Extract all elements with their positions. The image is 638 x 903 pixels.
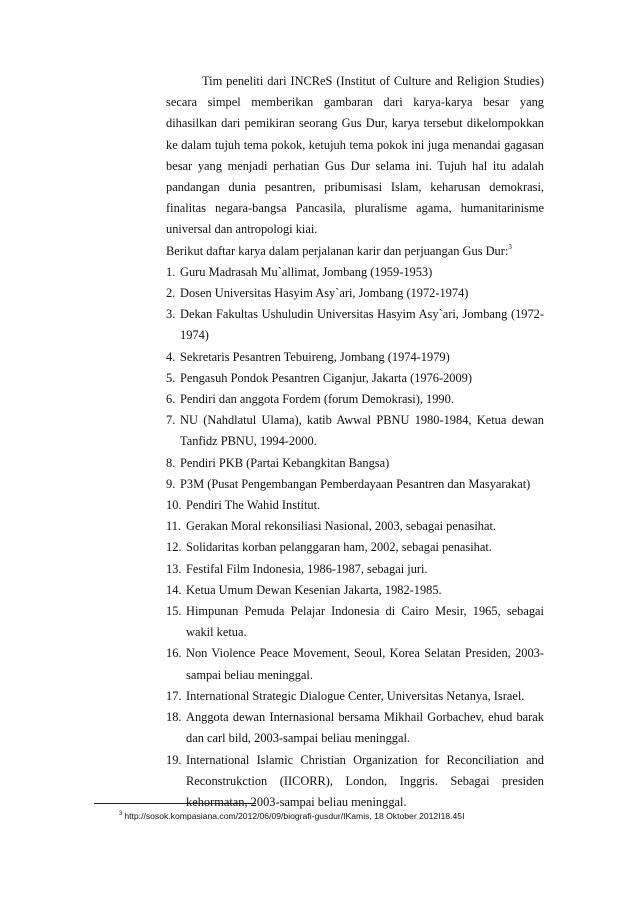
list-item-number: 9. — [166, 476, 176, 491]
list-item-text: International Strategic Dialogue Center, Universitas Netanya, Israel. — [186, 688, 525, 703]
list-item-text: Pendiri PKB (Partai Kebangkitan Bangsa) — [180, 455, 390, 470]
list-item — [166, 304, 544, 346]
list-item-text: Festifal Film Indonesia, 1986-1987, sebagai juri. — [186, 561, 428, 576]
list-item-number: 2. — [166, 286, 176, 301]
list-intro — [166, 241, 544, 262]
list-item-text: Sekretaris Pesantren Tebuireng, Jombang (1974-1979) — [180, 349, 450, 364]
list-item-number: 8. — [166, 455, 176, 470]
list-item-number: 4. — [166, 349, 176, 364]
list-item — [166, 686, 544, 707]
list-item-number: 14. — [166, 582, 182, 597]
list-item-text: Anggota dewan Internasional bersama Mikhail Gorbachev, ehud barak dan carl bild, 2003-sampai beliau meninggal. — [186, 710, 544, 746]
footnote-marker: 3 — [119, 811, 123, 817]
list-item-text: Pengasuh Pondok Pesantren Ciganjur, Jakarta (1976-2009) — [180, 370, 473, 385]
list-item — [166, 262, 544, 283]
list-item — [166, 601, 544, 643]
list-item-text: Dosen Universitas Hasyim Asy`ari, Jombang (1972-1974) — [180, 286, 469, 301]
list-item-number: 18. — [166, 710, 182, 725]
list-item-text: Ketua Umum Dewan Kesenian Jakarta, 1982-1985. — [186, 582, 442, 597]
list-item-text: Gerakan Moral rekonsiliasi Nasional, 2003, sebagai penasihat. — [186, 519, 497, 534]
list-item — [166, 495, 544, 516]
list-item-text: NU (Nahdlatul Ulama), katib Awwal PBNU 1980-1984, Ketua dewan Tanfidz PBNU, 1994-2000. — [180, 413, 544, 449]
body-text — [166, 71, 544, 813]
works-list — [166, 262, 544, 813]
intro-paragraph: Tim peneliti dari INCReS (Institut of Culture and Religion Studies) secara simpel memberikan gambaran dari karya-karya besar yang dihasilkan dari pemikiran seorang Gus Dur, karya tersebut dikelompokkan ke dalam tujuh tema pokok, ketujuh tema pokok ini juga menandai gagasan besar yang menjadi perhatian Gus Dur selama ini. Tujuh hal itu adalah pandangan dunia pesantren, pribumisasi Islam, keharusan demokrasi, finalitas negara-bangsa Pancasila, pluralisme agama, humanitarinisme universal dan antropologi kiai. — [166, 74, 544, 237]
list-item-text: International Islamic Christian Organization for Reconciliation and Reconstrukction (IICORR), London, Inggris. Sebagai presiden kehormatan, 2003-sampai beliau meninggal. — [186, 752, 544, 809]
footnote-text: http://sosok.kompasiana.com/2012/06/09/biografi-gusdur/IKamis, 18 Oktober 2012I18.45I — [124, 811, 465, 821]
list-item-text: Guru Madrasah Mu`allimat, Jombang (1959-1953) — [180, 264, 433, 279]
list-item-number: 15. — [166, 604, 182, 619]
list-item — [166, 580, 544, 601]
list-item-text: Dekan Fakultas Ushuludin Universitas Hasyim Asy`ari, Jombang (1972-1974) — [180, 307, 544, 343]
list-item — [166, 347, 544, 368]
list-item-number: 10. — [166, 498, 182, 513]
list-item-number: 11. — [166, 519, 182, 534]
list-item — [166, 410, 544, 452]
list-item — [166, 559, 544, 580]
footnote-separator — [94, 803, 256, 804]
list-item — [166, 516, 544, 537]
list-item-text: Non Violence Peace Movement, Seoul, Korea Selatan Presiden, 2003-sampai beliau meninggal. — [186, 646, 544, 682]
list-item-number: 16. — [166, 646, 182, 661]
list-item-number: 12. — [166, 540, 182, 555]
list-item-number: 3. — [166, 307, 176, 322]
list-item — [166, 283, 544, 304]
list-item-number: 5. — [166, 370, 176, 385]
list-item-text: Himpunan Pemuda Pelajar Indonesia di Cairo Mesir, 1965, sebagai wakil ketua. — [186, 604, 544, 640]
list-item — [166, 389, 544, 410]
list-item-number: 17. — [166, 688, 182, 703]
footnote-reference: 3 — [508, 242, 512, 251]
list-item-number: 7. — [166, 413, 176, 428]
list-item-text: Solidaritas korban pelanggaran ham, 2002, sebagai penasihat. — [186, 540, 492, 555]
list-item-text: P3M (Pusat Pengembangan Pemberdayaan Pesantren dan Masyarakat) — [180, 476, 531, 491]
list-item-text: Pendiri dan anggota Fordem (forum Demokrasi), 1990. — [180, 392, 454, 407]
list-item — [166, 537, 544, 558]
list-item — [166, 453, 544, 474]
list-item — [166, 368, 544, 389]
list-item-number: 6. — [166, 392, 176, 407]
list-item — [166, 643, 544, 685]
list-item — [166, 707, 544, 749]
list-item-number: 1. — [166, 264, 176, 279]
footnote — [119, 810, 589, 822]
list-item — [166, 474, 544, 495]
list-item-number: 19. — [166, 752, 182, 767]
list-item-text: Pendiri The Wahid Institut. — [186, 498, 321, 513]
list-item-number: 13. — [166, 561, 182, 576]
list-intro-text: Berikut daftar karya dalam perjalanan karir dan perjuangan Gus Dur: — [166, 243, 509, 258]
